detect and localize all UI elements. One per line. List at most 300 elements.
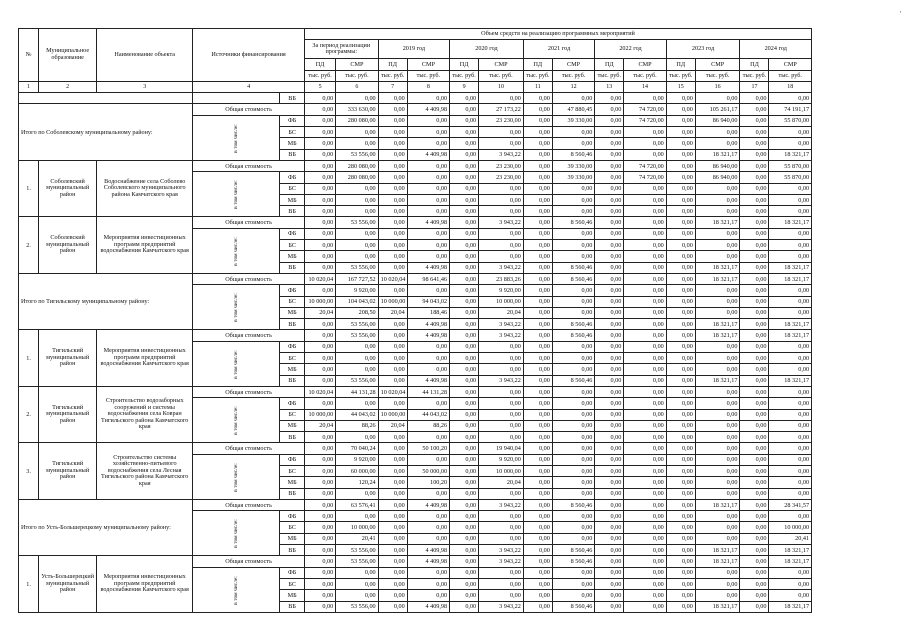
value-cell: 3 943,22 — [479, 149, 524, 160]
value-cell: 0,00 — [304, 115, 335, 126]
value-cell: 0,00 — [479, 409, 524, 420]
col-header-source: Источники финансирования — [193, 29, 305, 82]
value-cell: 0,00 — [769, 590, 812, 601]
value-cell: 0,00 — [304, 183, 335, 194]
value-cell: 0,00 — [523, 319, 552, 330]
source-cell: МБ — [280, 251, 305, 262]
value-cell: 0,00 — [523, 420, 552, 431]
value-cell: 0,00 — [666, 149, 695, 160]
value-cell: 0,00 — [624, 194, 666, 205]
of-which-text: в том числе: — [232, 406, 239, 436]
value-cell: 0,00 — [552, 443, 594, 454]
value-cell: 0,00 — [666, 194, 695, 205]
value-cell: 0,00 — [378, 319, 407, 330]
value-cell: 0,00 — [450, 104, 479, 115]
value-cell: 10 000,00 — [769, 522, 812, 533]
value-cell: 0,00 — [624, 93, 666, 104]
value-cell: 0,00 — [624, 149, 666, 160]
value-cell: 0,00 — [595, 375, 624, 386]
value-cell: 3 943,22 — [479, 319, 524, 330]
value-cell: 0,00 — [666, 251, 695, 262]
value-cell: 0,00 — [740, 104, 769, 115]
value-cell: 0,00 — [740, 138, 769, 149]
value-cell: 0,00 — [595, 454, 624, 465]
value-cell: 28 341,57 — [769, 499, 812, 510]
value-cell: 0,00 — [624, 228, 666, 239]
value-cell: 0,00 — [740, 319, 769, 330]
value-cell: 0,00 — [304, 127, 335, 138]
value-cell: 0,00 — [595, 567, 624, 578]
col-header-period: 2023 год — [666, 40, 740, 59]
value-cell: 0,00 — [407, 240, 449, 251]
value-cell: 0,00 — [695, 488, 740, 499]
value-cell: 0,00 — [523, 160, 552, 171]
value-cell: 0,00 — [666, 499, 695, 510]
column-index: 7 — [378, 81, 407, 92]
value-cell: 0,00 — [450, 307, 479, 318]
value-cell: 53 556,00 — [336, 556, 378, 567]
value-cell: 0,00 — [552, 386, 594, 397]
value-cell: 53 556,00 — [336, 262, 378, 273]
source-cell: ФБ — [280, 115, 305, 126]
value-cell: 0,00 — [624, 590, 666, 601]
value-cell: 0,00 — [336, 251, 378, 262]
col-header-municipality: Муниципальное образование — [39, 29, 97, 82]
value-cell: 0,00 — [740, 217, 769, 228]
value-cell: 0,00 — [523, 533, 552, 544]
value-cell: 55 870,00 — [769, 160, 812, 171]
value-cell: 0,00 — [378, 545, 407, 556]
value-cell: 0,00 — [407, 115, 449, 126]
value-cell: 50 000,00 — [407, 465, 449, 476]
value-cell: 4 409,98 — [407, 601, 449, 612]
value-cell: 20,04 — [304, 420, 335, 431]
column-index: 12 — [552, 81, 594, 92]
value-cell: 0,00 — [450, 443, 479, 454]
value-cell: 0,00 — [624, 488, 666, 499]
column-index: 18 — [769, 81, 812, 92]
value-cell: 0,00 — [695, 341, 740, 352]
of-which-label — [193, 172, 280, 217]
value-cell: 23 230,00 — [479, 115, 524, 126]
value-cell: 10 000,00 — [336, 522, 378, 533]
value-cell: 0,00 — [378, 149, 407, 160]
value-cell: 0,00 — [407, 522, 449, 533]
value-cell: 0,00 — [523, 522, 552, 533]
source-cell: ФБ — [280, 398, 305, 409]
value-cell: 0,00 — [523, 93, 552, 104]
value-cell: 0,00 — [624, 545, 666, 556]
value-cell: 0,00 — [769, 443, 812, 454]
value-cell: 74 720,00 — [624, 160, 666, 171]
value-cell: 0,00 — [740, 488, 769, 499]
value-cell: 0,00 — [378, 183, 407, 194]
value-cell: 0,00 — [407, 578, 449, 589]
value-cell: 0,00 — [624, 341, 666, 352]
value-cell: 0,00 — [769, 364, 812, 375]
value-cell: 8 560,46 — [552, 601, 594, 612]
value-cell: 0,00 — [304, 262, 335, 273]
of-which-text: в том числе: — [232, 237, 239, 266]
value-cell: 0,00 — [695, 409, 740, 420]
value-cell: 0,00 — [304, 240, 335, 251]
source-cell: МБ — [280, 590, 305, 601]
value-cell: 23 230,00 — [479, 172, 524, 183]
col-header-period: 2022 год — [595, 40, 666, 59]
value-cell: 74 720,00 — [624, 104, 666, 115]
value-cell: 20,41 — [336, 533, 378, 544]
value-cell: 10 000,00 — [479, 296, 524, 307]
value-cell: 74 720,00 — [624, 115, 666, 126]
value-cell: 0,00 — [552, 454, 594, 465]
value-cell: 0,00 — [378, 115, 407, 126]
value-cell: 0,00 — [378, 217, 407, 228]
value-cell: 53 556,00 — [336, 319, 378, 330]
value-cell: 10 020,04 — [378, 386, 407, 397]
object-cell: Мероприятия инвестиционных программ предприятий водоснабжения Камчатского края — [97, 217, 193, 273]
col-header-period: 2019 год — [378, 40, 449, 59]
total-label: Итого по Усть-Большерецкому муниципальному району: — [19, 499, 193, 555]
value-cell: 0,00 — [595, 262, 624, 273]
value-cell: 3 943,22 — [479, 545, 524, 556]
value-cell: 18 321,17 — [769, 149, 812, 160]
value-cell: 0,00 — [304, 545, 335, 556]
value-cell: 0,00 — [304, 330, 335, 341]
value-cell: 0,00 — [666, 273, 695, 284]
value-cell: 0,00 — [740, 420, 769, 431]
object-cell: Мероприятия инвестиционных программ предприятий водоснабжения Камчатского края — [97, 330, 193, 386]
column-index: 8 — [407, 81, 449, 92]
value-cell: 0,00 — [595, 206, 624, 217]
value-cell: 3 943,22 — [479, 262, 524, 273]
value-cell: 0,00 — [336, 194, 378, 205]
of-which-label — [193, 285, 280, 330]
value-cell: 20,04 — [378, 420, 407, 431]
value-cell: 0,00 — [523, 240, 552, 251]
value-cell: 0,00 — [407, 590, 449, 601]
value-cell: 0,00 — [666, 115, 695, 126]
value-cell: 0,00 — [450, 228, 479, 239]
col-header-smr: СМР — [695, 59, 740, 70]
value-cell: 0,00 — [523, 183, 552, 194]
value-cell: 0,00 — [695, 251, 740, 262]
value-cell: 4 409,98 — [407, 149, 449, 160]
value-cell: 0,00 — [479, 511, 524, 522]
value-cell: 0,00 — [450, 567, 479, 578]
of-which-text: в том числе: — [232, 519, 239, 549]
value-cell: 0,00 — [336, 511, 378, 522]
value-cell: 0,00 — [378, 488, 407, 499]
value-cell: 0,00 — [304, 172, 335, 183]
value-cell: 0,00 — [523, 499, 552, 510]
value-cell: 0,00 — [336, 183, 378, 194]
value-cell: 0,00 — [740, 194, 769, 205]
value-cell: 18 321,17 — [769, 601, 812, 612]
value-cell: 0,00 — [523, 296, 552, 307]
source-cell: Общая стоимость — [193, 556, 305, 567]
value-cell: 0,00 — [336, 240, 378, 251]
value-cell: 0,00 — [666, 353, 695, 364]
object-cell: Водоснабжение села Соболево Соболевского муниципального района Камчатского края — [97, 160, 193, 216]
value-cell: 0,00 — [304, 432, 335, 443]
value-cell: 0,00 — [450, 93, 479, 104]
value-cell: 0,00 — [479, 138, 524, 149]
value-cell: 0,00 — [595, 364, 624, 375]
value-cell: 0,00 — [304, 465, 335, 476]
of-which-text: в том числе: — [232, 124, 239, 153]
value-cell: 0,00 — [552, 353, 594, 364]
value-cell: 0,00 — [552, 127, 594, 138]
value-cell: 0,00 — [304, 217, 335, 228]
value-cell: 0,00 — [479, 420, 524, 431]
value-cell: 4 409,98 — [407, 545, 449, 556]
value-cell: 4 409,98 — [407, 499, 449, 510]
source-cell: МБ — [280, 307, 305, 318]
value-cell: 0,00 — [304, 364, 335, 375]
value-cell: 0,00 — [769, 353, 812, 364]
value-cell: 0,00 — [666, 228, 695, 239]
value-cell: 0,00 — [740, 307, 769, 318]
value-cell: 0,00 — [378, 432, 407, 443]
value-cell: 0,00 — [595, 319, 624, 330]
municipality-cell: Тигильский муниципальный район — [39, 386, 97, 442]
value-cell: 0,00 — [595, 386, 624, 397]
value-cell: 0,00 — [595, 149, 624, 160]
value-cell: 0,00 — [666, 307, 695, 318]
value-cell: 0,00 — [624, 499, 666, 510]
value-cell: 0,00 — [695, 420, 740, 431]
value-cell: 0,00 — [336, 93, 378, 104]
value-cell: 8 560,46 — [552, 375, 594, 386]
value-cell: 10 000,00 — [378, 296, 407, 307]
value-cell: 0,00 — [740, 454, 769, 465]
value-cell: 0,00 — [378, 262, 407, 273]
value-cell: 74 720,00 — [624, 172, 666, 183]
value-cell: 0,00 — [523, 432, 552, 443]
value-cell: 0,00 — [695, 228, 740, 239]
value-cell: 0,00 — [666, 601, 695, 612]
value-cell: 0,00 — [666, 386, 695, 397]
value-cell: 0,00 — [695, 567, 740, 578]
value-cell: 0,00 — [595, 296, 624, 307]
value-cell: 0,00 — [407, 228, 449, 239]
value-cell: 0,00 — [552, 409, 594, 420]
value-cell: 0,00 — [740, 465, 769, 476]
value-cell: 0,00 — [378, 138, 407, 149]
value-cell: 0,00 — [769, 567, 812, 578]
value-cell: 86 940,00 — [695, 115, 740, 126]
value-cell: 0,00 — [769, 296, 812, 307]
value-cell: 0,00 — [378, 127, 407, 138]
value-cell: 0,00 — [595, 104, 624, 115]
value-cell: 0,00 — [595, 240, 624, 251]
value-cell: 0,00 — [407, 285, 449, 296]
value-cell: 0,00 — [407, 488, 449, 499]
value-cell: 0,00 — [624, 465, 666, 476]
value-cell: 0,00 — [304, 149, 335, 160]
value-cell: 98 641,46 — [407, 273, 449, 284]
value-cell: 3 943,22 — [479, 330, 524, 341]
value-cell: 0,00 — [523, 262, 552, 273]
value-cell: 0,00 — [740, 511, 769, 522]
value-cell: 0,00 — [595, 251, 624, 262]
value-cell: 0,00 — [595, 545, 624, 556]
value-cell: 0,00 — [624, 511, 666, 522]
value-cell: 0,00 — [624, 138, 666, 149]
col-header-pd: ПД — [740, 59, 769, 70]
value-cell: 0,00 — [740, 240, 769, 251]
value-cell: 86 940,00 — [695, 172, 740, 183]
value-cell: 0,00 — [450, 183, 479, 194]
value-cell: 0,00 — [552, 285, 594, 296]
value-cell: 88,26 — [336, 420, 378, 431]
column-index: 5 — [304, 81, 335, 92]
value-cell: 0,00 — [552, 93, 594, 104]
column-index: 2 — [39, 81, 97, 92]
value-cell: 0,00 — [595, 228, 624, 239]
value-cell: 0,00 — [450, 375, 479, 386]
col-header-unit: тыс. руб. — [407, 70, 449, 81]
value-cell: 0,00 — [552, 138, 594, 149]
value-cell: 0,00 — [695, 477, 740, 488]
value-cell: 0,00 — [407, 138, 449, 149]
value-cell: 0,00 — [740, 533, 769, 544]
value-cell: 0,00 — [740, 296, 769, 307]
value-cell: 0,00 — [595, 420, 624, 431]
value-cell: 0,00 — [666, 240, 695, 251]
value-cell: 0,00 — [552, 240, 594, 251]
value-cell: 0,00 — [769, 409, 812, 420]
source-cell: ВБ — [280, 149, 305, 160]
value-cell: 18 321,17 — [769, 319, 812, 330]
column-index: 1 — [19, 81, 39, 92]
source-cell: Общая стоимость — [193, 160, 305, 171]
value-cell: 104 043,02 — [336, 296, 378, 307]
value-cell: 0,00 — [595, 127, 624, 138]
value-cell: 0,00 — [378, 285, 407, 296]
source-cell: МБ — [280, 194, 305, 205]
table-row — [19, 93, 886, 104]
value-cell: 0,00 — [523, 545, 552, 556]
of-which-label — [193, 567, 280, 612]
col-header-unit: тыс. руб. — [304, 70, 335, 81]
value-cell: 0,00 — [479, 488, 524, 499]
value-cell: 0,00 — [624, 432, 666, 443]
value-cell: 0,00 — [595, 465, 624, 476]
value-cell: 10 020,04 — [378, 273, 407, 284]
value-cell: 0,00 — [407, 364, 449, 375]
value-cell: 0,00 — [740, 330, 769, 341]
value-cell: 0,00 — [304, 499, 335, 510]
value-cell: 44 043,02 — [407, 409, 449, 420]
source-cell: Общая стоимость — [193, 273, 305, 284]
row-number: 1. — [19, 330, 39, 386]
value-cell: 0,00 — [666, 319, 695, 330]
value-cell: 0,00 — [695, 386, 740, 397]
continuation-cell — [19, 93, 193, 104]
value-cell: 0,00 — [695, 93, 740, 104]
value-cell: 0,00 — [769, 228, 812, 239]
value-cell: 0,00 — [304, 454, 335, 465]
col-header-smr: СМР — [624, 59, 666, 70]
value-cell: 0,00 — [479, 194, 524, 205]
source-cell: ФБ — [280, 228, 305, 239]
of-which-text: в том числе: — [232, 349, 239, 379]
value-cell: 0,00 — [336, 432, 378, 443]
value-cell: 0,00 — [450, 296, 479, 307]
value-cell: 0,00 — [595, 285, 624, 296]
value-cell: 0,00 — [479, 567, 524, 578]
value-cell: 0,00 — [624, 386, 666, 397]
value-cell: 8 560,46 — [552, 149, 594, 160]
value-cell: 0,00 — [479, 522, 524, 533]
value-cell: 0,00 — [624, 319, 666, 330]
value-cell: 0,00 — [740, 364, 769, 375]
value-cell: 53 556,00 — [336, 149, 378, 160]
column-index: 13 — [595, 81, 624, 92]
value-cell: 0,00 — [666, 556, 695, 567]
value-cell: 8 560,46 — [552, 319, 594, 330]
value-cell: 53 556,00 — [336, 217, 378, 228]
value-cell: 0,00 — [378, 567, 407, 578]
value-cell: 0,00 — [407, 206, 449, 217]
value-cell: 0,00 — [378, 104, 407, 115]
value-cell: 18 321,17 — [695, 601, 740, 612]
value-cell: 0,00 — [407, 341, 449, 352]
value-cell: 0,00 — [740, 386, 769, 397]
value-cell: 0,00 — [769, 194, 812, 205]
value-cell: 0,00 — [378, 206, 407, 217]
value-cell: 0,00 — [624, 443, 666, 454]
value-cell: 0,00 — [479, 386, 524, 397]
value-cell: 0,00 — [523, 149, 552, 160]
value-cell: 0,00 — [769, 341, 812, 352]
value-cell: 0,00 — [695, 138, 740, 149]
value-cell: 18 321,17 — [695, 273, 740, 284]
financing-table-page — [18, 28, 886, 613]
value-cell: 0,00 — [595, 273, 624, 284]
value-cell: 0,00 — [624, 420, 666, 431]
value-cell: 0,00 — [595, 194, 624, 205]
value-cell: 0,00 — [407, 398, 449, 409]
value-cell: 0,00 — [479, 353, 524, 364]
value-cell: 0,00 — [769, 127, 812, 138]
value-cell: 0,00 — [450, 115, 479, 126]
value-cell: 0,00 — [378, 578, 407, 589]
value-cell: 0,00 — [523, 465, 552, 476]
value-cell: 50 100,20 — [407, 443, 449, 454]
value-cell: 0,00 — [523, 398, 552, 409]
value-cell: 0,00 — [378, 477, 407, 488]
source-cell: ВБ — [280, 375, 305, 386]
col-header-unit: тыс. руб. — [450, 70, 479, 81]
total-row — [19, 104, 886, 115]
value-cell: 0,00 — [695, 398, 740, 409]
value-cell: 0,00 — [479, 398, 524, 409]
value-cell: 0,00 — [666, 488, 695, 499]
value-cell: 0,00 — [523, 194, 552, 205]
value-cell: 0,00 — [523, 115, 552, 126]
value-cell: 0,00 — [407, 533, 449, 544]
value-cell: 0,00 — [336, 578, 378, 589]
value-cell: 0,00 — [450, 590, 479, 601]
value-cell: 0,00 — [740, 398, 769, 409]
value-cell: 8 560,46 — [552, 545, 594, 556]
source-cell: БС — [280, 296, 305, 307]
col-header-unit: тыс. руб. — [479, 70, 524, 81]
source-cell: ВБ — [280, 601, 305, 612]
value-cell: 0,00 — [407, 183, 449, 194]
